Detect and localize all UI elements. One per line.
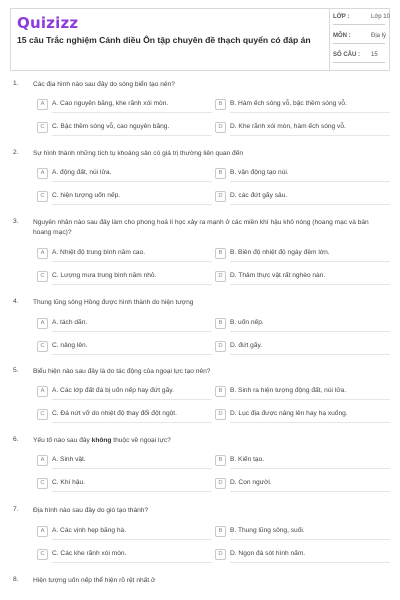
worksheet-title: 15 câu Trắc nghiệm Cánh diều Ôn tập chuyên đề thạch quyển có đáp án xyxy=(17,35,311,45)
option-letter-box: D xyxy=(215,478,226,489)
option-letter-box: B xyxy=(215,386,226,397)
meta-count-value: 15 xyxy=(371,52,378,58)
option-text: D. Ngọn đá sót hình nấm. xyxy=(230,550,306,557)
option-underline xyxy=(230,491,390,492)
option-letter-box: C xyxy=(37,271,48,282)
option-text: A. Các vịnh hẹp băng hà. xyxy=(52,527,127,534)
option-text: A. Nhiệt độ trung bình năm cao. xyxy=(52,249,146,256)
option-underline xyxy=(52,354,212,355)
meta-grade-label: LỚP : xyxy=(333,14,350,20)
meta-subject-underline xyxy=(333,43,385,44)
option-letter-box: B xyxy=(215,455,226,466)
option-letter-box: C xyxy=(37,122,48,133)
meta-divider xyxy=(329,9,330,70)
option-letter-box: C xyxy=(37,191,48,202)
question-number: 7. xyxy=(13,506,19,513)
option-letter-box: B xyxy=(215,248,226,259)
option-underline xyxy=(52,468,212,469)
quizizz-logo: Quizizz xyxy=(17,14,79,32)
option-underline xyxy=(230,284,390,285)
option-letter-box: C xyxy=(37,549,48,560)
option-letter-box: D xyxy=(215,409,226,420)
meta-subject-value: Địa lý xyxy=(371,33,387,39)
option-letter-box: B xyxy=(215,526,226,537)
question-text: Nguyên nhân nào sau đây làm cho phong hoá lí học xảy ra mạnh ở các miền khí hậu khô nóng (hoang mạc và bán hoang mạc)? xyxy=(33,219,369,236)
question-text: Sự hình thành những tích tụ khoáng sản có giá trị thường liên quan đến xyxy=(33,150,244,157)
option-underline xyxy=(52,422,212,423)
option-text: B. vận động tạo núi. xyxy=(230,169,289,176)
option-underline xyxy=(52,204,212,205)
option-letter-box: D xyxy=(215,271,226,282)
option-underline xyxy=(52,261,212,262)
option-underline xyxy=(52,562,212,563)
option-text: C. Các khe rãnh xói mòn. xyxy=(52,550,127,557)
question-number: 5. xyxy=(13,367,19,374)
option-underline xyxy=(52,399,212,400)
option-text: D. Lục địa được nâng lên hay hạ xuống. xyxy=(230,410,348,417)
option-underline xyxy=(52,181,212,182)
option-text: D. đứt gãy. xyxy=(230,342,263,349)
option-underline xyxy=(230,204,390,205)
option-text: A. Cao nguyên băng, khe rãnh xói mòn. xyxy=(52,100,169,107)
option-letter-box: A xyxy=(37,455,48,466)
meta-count-underline xyxy=(333,62,385,63)
option-text: A. Các lớp đất đá bị uốn nếp hay đứt gãy. xyxy=(52,387,174,394)
option-text: A. Sinh vật. xyxy=(52,456,86,463)
option-underline xyxy=(230,331,390,332)
question-number: 6. xyxy=(13,436,19,443)
option-letter-box: D xyxy=(215,191,226,202)
question-text: Các địa hình nào sau đây do sóng biển tạo nên? xyxy=(33,81,175,88)
option-text: B. Kiến tạo. xyxy=(230,456,265,463)
meta-subject-label: MÔN : xyxy=(333,33,351,39)
option-text: D. Con người. xyxy=(230,479,272,486)
option-underline xyxy=(52,331,212,332)
option-underline xyxy=(52,284,212,285)
option-text: C. hiện tượng uốn nếp. xyxy=(52,192,121,199)
option-text: D. Khe rãnh xói mòn, hàm ếch sóng vỗ. xyxy=(230,123,346,130)
option-text: A. động đất, núi lửa. xyxy=(52,169,112,176)
option-underline xyxy=(230,562,390,563)
option-text: C. Bậc thềm sóng vỗ, cao nguyên băng. xyxy=(52,123,170,130)
option-letter-box: B xyxy=(215,318,226,329)
question-text-emphasis: không xyxy=(91,437,112,444)
question-number: 4. xyxy=(13,298,19,305)
option-underline xyxy=(52,491,212,492)
option-text: B. uốn nếp. xyxy=(230,319,264,326)
option-letter-box: C xyxy=(37,409,48,420)
option-letter-box: B xyxy=(215,168,226,179)
worksheet-header xyxy=(10,8,390,71)
option-letter-box: A xyxy=(37,99,48,110)
option-letter-box: A xyxy=(37,526,48,537)
option-text: B. Sinh ra hiện tượng động đất, núi lửa. xyxy=(230,387,347,394)
option-text: C. Lượng mưa trung bình năm nhỏ. xyxy=(52,272,157,279)
option-letter-box: D xyxy=(215,341,226,352)
option-letter-box: D xyxy=(215,549,226,560)
option-letter-box: A xyxy=(37,248,48,259)
question-text: Thung lũng sông Hồng được hình thành do hiện tượng xyxy=(33,299,194,306)
option-underline xyxy=(230,261,390,262)
question-text: Hiện tượng uốn nếp thể hiện rõ rệt nhất ở xyxy=(33,577,156,584)
option-text: D. các đứt gãy sâu. xyxy=(230,192,288,199)
meta-grade-underline xyxy=(333,24,385,25)
question-text-after: thuộc về ngoại lực? xyxy=(111,437,171,444)
option-underline xyxy=(230,539,390,540)
option-underline xyxy=(230,399,390,400)
option-text: D. Thảm thực vật rất nghèo nàn. xyxy=(230,272,326,279)
meta-grade-value: Lớp 10 xyxy=(371,14,390,20)
option-underline xyxy=(230,112,390,113)
question-text: Địa hình nào sau đây do gió tạo thành? xyxy=(33,507,149,514)
question-number: 8. xyxy=(13,576,19,583)
question-number: 3. xyxy=(13,218,19,225)
option-underline xyxy=(230,354,390,355)
option-letter-box: B xyxy=(215,99,226,110)
option-text: C. Đá nứt vỡ do nhiệt độ thay đổi đột ngột. xyxy=(52,410,177,417)
option-text: B. Biên độ nhiệt độ ngày đêm lớn. xyxy=(230,249,330,256)
option-text: C. nâng lên. xyxy=(52,342,88,349)
question-text xyxy=(33,436,388,446)
option-letter-box: D xyxy=(215,122,226,133)
option-text: C. Khí hậu. xyxy=(52,479,85,486)
option-underline xyxy=(230,135,390,136)
option-underline xyxy=(230,422,390,423)
option-letter-box: A xyxy=(37,318,48,329)
option-text: B. Thung lũng sông, suối. xyxy=(230,527,305,534)
question-text: Biểu hiện nào sau đây là do tác động của ngoại lực tạo nên? xyxy=(33,368,211,375)
option-underline xyxy=(230,181,390,182)
question-text-before: Yếu tố nào sau đây xyxy=(33,437,92,444)
option-letter-box: C xyxy=(37,478,48,489)
question-number: 1. xyxy=(13,80,19,87)
option-letter-box: A xyxy=(37,386,48,397)
option-underline xyxy=(52,539,212,540)
option-underline xyxy=(230,468,390,469)
option-letter-box: C xyxy=(37,341,48,352)
option-text: B. Hàm ếch sóng vỗ, bậc thềm sóng vỗ. xyxy=(230,100,347,107)
option-underline xyxy=(52,112,212,113)
question-number: 2. xyxy=(13,149,19,156)
option-text: A. tách dãn. xyxy=(52,319,88,326)
option-letter-box: A xyxy=(37,168,48,179)
option-underline xyxy=(52,135,212,136)
meta-count-label: SỐ CÂU : xyxy=(333,52,360,58)
